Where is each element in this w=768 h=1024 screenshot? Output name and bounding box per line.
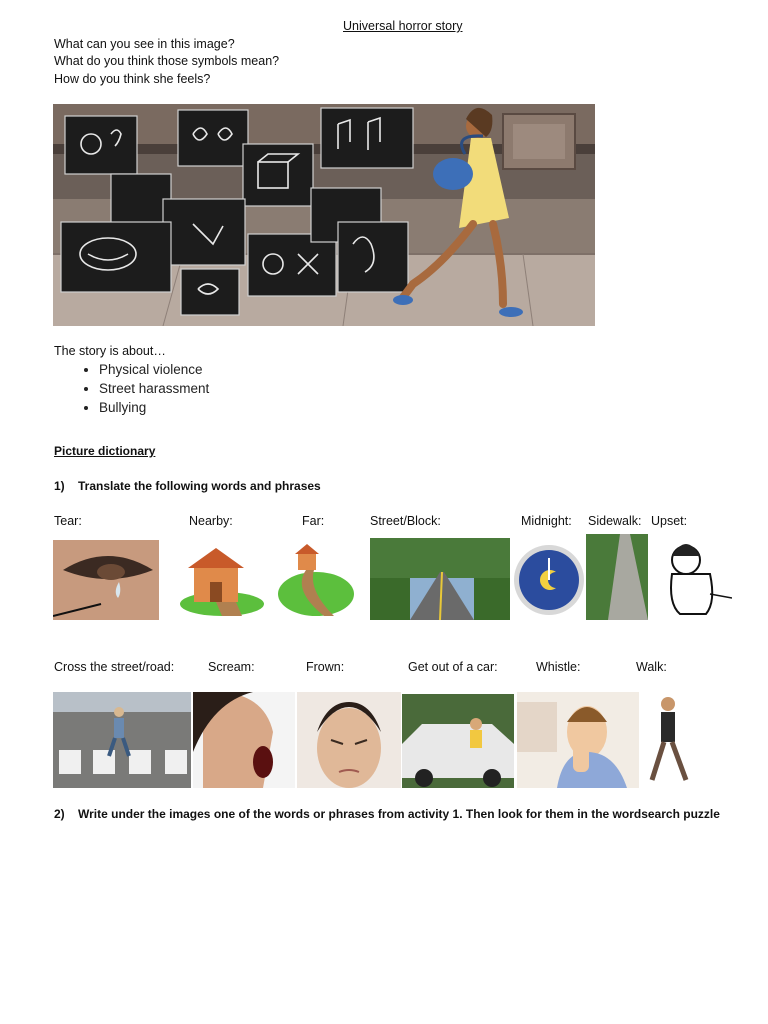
label-far: Far: [302, 514, 325, 528]
get-out-of-a-car-image [402, 694, 514, 788]
upset-girl-image [650, 530, 732, 620]
midnight-clock-image [512, 542, 586, 618]
topic-item: • Bullying [99, 398, 209, 417]
label-scream: Scream: [208, 660, 255, 674]
question-2: What do you think those symbols mean? [54, 54, 280, 68]
label-tear: Tear: [54, 514, 82, 528]
frown-image [297, 692, 401, 788]
worksheet-title: Universal horror story [343, 19, 463, 33]
cross-the-street-image [53, 692, 191, 788]
question-1: What can you see in this image? [54, 37, 235, 51]
label-midnight: Midnight: [521, 514, 572, 528]
topic-item: • Physical violence [99, 360, 209, 379]
label-walk: Walk: [636, 660, 667, 674]
label-nearby: Nearby: [189, 514, 233, 528]
story-intro: The story is about… [54, 344, 166, 358]
tear-image [53, 540, 159, 620]
label-frown: Frown: [306, 660, 345, 674]
label-street-block: Street/Block: [370, 514, 441, 528]
label-whistle: Whistle: [536, 660, 581, 674]
question-3: How do you think she feels? [54, 72, 211, 86]
far-house-image [276, 542, 356, 620]
label-get-out-of-a-car: Get out of a car: [408, 660, 498, 674]
picture-dictionary-heading: Picture dictionary [54, 444, 156, 458]
sidewalk-image [586, 534, 648, 620]
label-cross-the-street: Cross the street/road: [54, 660, 175, 674]
nearby-house-image [178, 544, 266, 620]
hero-illustration [53, 104, 595, 326]
street-block-image [370, 538, 510, 620]
walk-man-image [640, 692, 696, 788]
label-upset: Upset: [651, 514, 688, 528]
whistle-man-image [517, 692, 639, 788]
activity-1-instruction: 1) Translate the following words and phrases [54, 479, 321, 493]
topic-item: • Street harassment [99, 379, 209, 398]
topic-list [54, 360, 209, 417]
activity-2-instruction: 2) Write under the images one of the words or phrases from activity 1. Then look for them in the wordsearch puzzle [54, 807, 720, 821]
label-sidewalk: Sidewalk: [588, 514, 642, 528]
scream-image [193, 692, 295, 788]
